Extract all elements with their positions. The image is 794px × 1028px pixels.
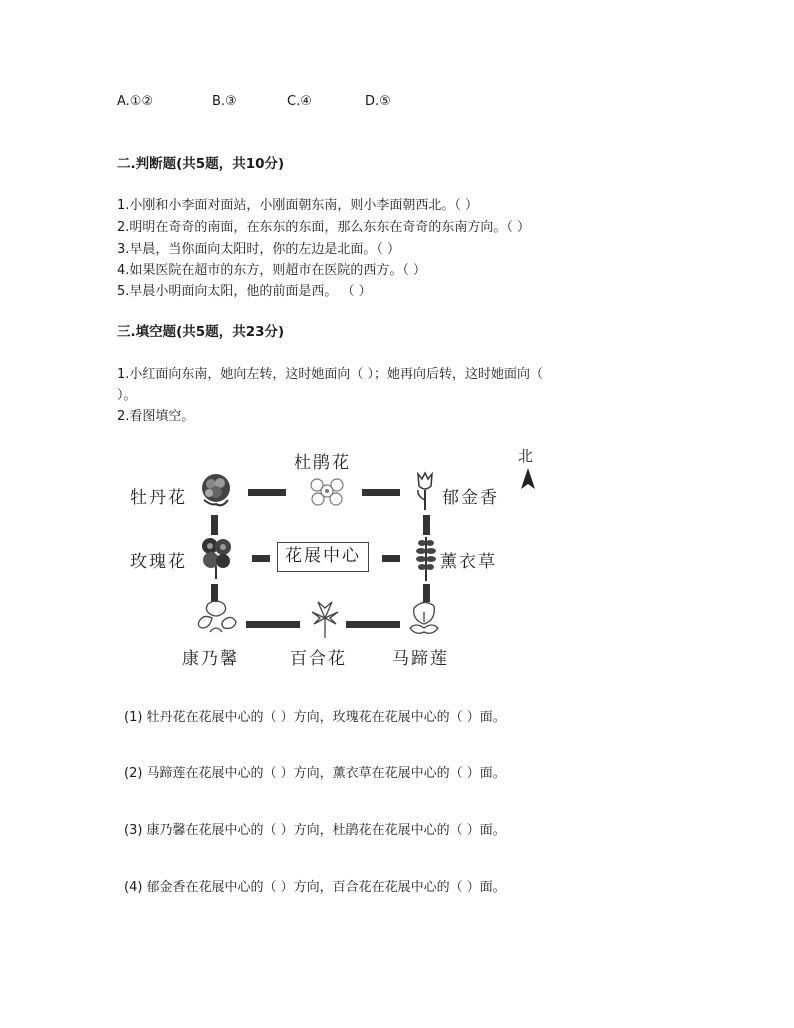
north-label: 北 <box>518 447 536 465</box>
lily-icon <box>308 598 342 640</box>
label-rose: 玫瑰花 <box>130 552 187 572</box>
choice-a: A.①② <box>117 94 154 109</box>
peony-icon <box>198 470 234 510</box>
rose-icon <box>198 536 234 580</box>
path-segment <box>248 489 286 496</box>
path-segment <box>252 555 270 562</box>
north-arrow-icon <box>520 468 536 490</box>
sub-question-3: (3) 康乃馨在花展中心的（ ）方向，杜鹃花在花展中心的（ ）面。 <box>124 823 506 838</box>
path-segment <box>382 555 400 562</box>
sub-question-4: (4) 郁金香在花展中心的（ ）方向，百合花在花展中心的（ ）面。 <box>124 880 506 895</box>
choice-b: B.③ <box>212 94 237 109</box>
lavender-icon <box>415 535 437 583</box>
choice-c: C.④ <box>287 94 312 109</box>
section3-title: 三.填空题(共5题，共23分) <box>117 324 285 340</box>
fill-q1-line2: ）。 <box>117 388 137 403</box>
sub-question-2: (2) 马蹄莲在花展中心的（ ）方向，薰衣草在花展中心的（ ）面。 <box>124 766 506 781</box>
label-lavender: 薰衣草 <box>440 552 497 572</box>
section2-title: 二.判断题(共5题，共10分) <box>117 156 285 172</box>
path-segment <box>246 621 300 628</box>
path-segment <box>211 515 218 535</box>
fill-q1-line1: 1.小红面向东南，她向左转，这时她面向（ ）；她再向后转，这时她面向（ <box>117 367 544 382</box>
path-segment <box>346 621 400 628</box>
label-carnation: 康乃馨 <box>182 649 239 669</box>
fill-q2: 2.看图填空。 <box>117 409 195 424</box>
label-peony: 牡丹花 <box>130 488 187 508</box>
tulip-icon <box>414 470 436 512</box>
label-azalea: 杜鹃花 <box>294 453 351 473</box>
path-segment <box>362 489 400 496</box>
carnation-icon <box>194 598 240 638</box>
label-lily: 百合花 <box>290 649 347 669</box>
judge-item-3: 3.早晨，当你面向太阳时，你的左边是北面。（ ） <box>117 242 401 257</box>
judge-item-5: 5.早晨小明面向太阳，他的前面是西。 （ ） <box>117 284 372 299</box>
judge-item-4: 4.如果医院在超市的东方，则超市在医院的西方。（ ） <box>117 263 427 278</box>
flower-show-center: 花展中心 <box>277 542 369 572</box>
label-water-chestnut: 马蹄莲 <box>392 649 449 669</box>
choice-d: D.⑤ <box>365 94 391 109</box>
judge-item-2: 2.明明在奇奇的南面，在东东的东面，那么东东在奇奇的东南方向。（ ） <box>117 220 531 235</box>
sub-question-1: (1) 牡丹花在花展中心的（ ）方向，玫瑰花在花展中心的（ ）面。 <box>124 710 506 725</box>
judge-item-1: 1.小刚和小李面对面站，小刚面朝东南，则小李面朝西北。（ ） <box>117 198 479 213</box>
flower-show-map <box>110 440 550 680</box>
calla-lily-icon <box>406 598 442 638</box>
path-segment <box>423 515 430 535</box>
label-tulip: 郁金香 <box>442 488 499 508</box>
azalea-icon <box>306 473 348 509</box>
